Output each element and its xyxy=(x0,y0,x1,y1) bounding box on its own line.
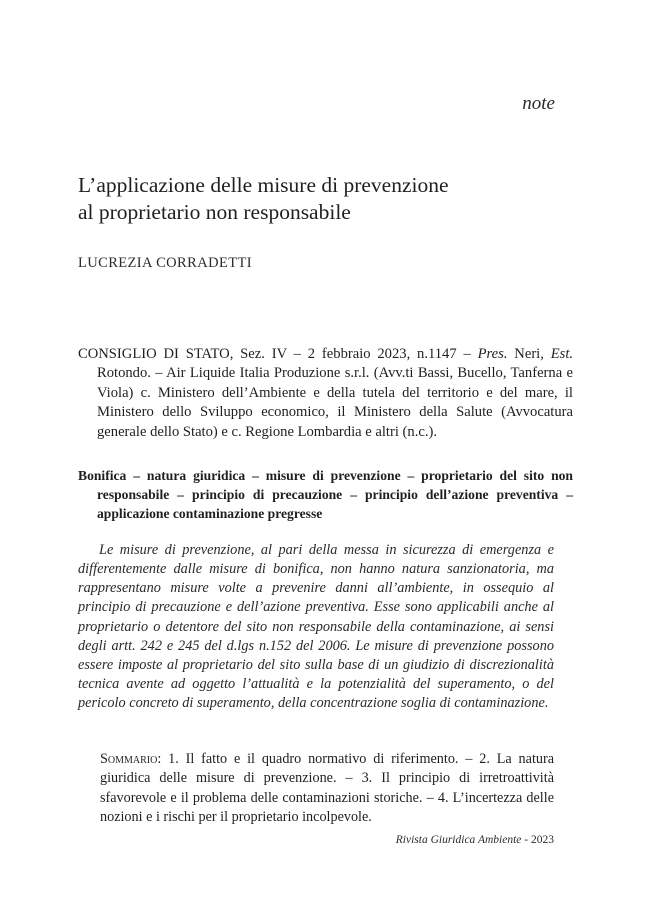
court-name: CONSIGLIO DI STATO xyxy=(78,346,230,362)
pres-name: Neri, xyxy=(507,346,551,362)
footer-separator: - xyxy=(521,834,531,846)
summary xyxy=(100,750,554,828)
title-line-2: al proprietario non responsabile xyxy=(78,200,351,224)
est-label: Est. xyxy=(550,346,574,362)
journal-name: Rivista Giuridica Ambiente xyxy=(395,834,522,846)
case-parties: Rotondo. – Air Liquide Italia Produzione s.r.l. (Avv.ti Bassi, Bucello, Tanferna e Viola) c. Ministero dell’Ambiente e della tutela del territorio e del mare, il Ministero dello Sviluppo economico, il Ministero della Salute (Avvocatura generale dello Stato) e c. Regione Lombardia e altri (n.c.). xyxy=(97,365,573,440)
section-label: note xyxy=(522,93,555,114)
page-footer xyxy=(396,834,554,846)
case-citation xyxy=(78,345,573,442)
massima: Le misure di prevenzione, al pari della messa in sicurezza di emergenza e differentemente dalle misure di bonifica, non hanno natura sanzionatoria, ma rappresentano misure volte a prevenire danni all’ambiente, in ossequio al principio di precauzione e dell’azione preventiva. Esse sono applicabili anche al proprietario o detentore del sito non responsabile della contaminazione, ai sensi degli artt. 242 e 245 del d.lgs n.152 del 2006. Le misure di prevenzione possono essere imposte al proprietario del sito sulla base di un giudizio di discrezionalità tecnica avente ad oggetto l’attualità e la potenzialità del superamento, o del pericolo concreto di superamento, della concentrazione soglia di contaminazione. xyxy=(78,542,554,712)
case-reference: , Sez. IV – 2 febbraio 2023, n.1147 – xyxy=(229,346,478,362)
summary-label: Sommario xyxy=(100,751,158,767)
journal-year: 2023 xyxy=(531,834,554,846)
pres-label: Pres. xyxy=(477,346,508,362)
author-name: LUCREZIA CORRADETTI xyxy=(78,255,252,271)
article-title xyxy=(78,172,548,226)
summary-text: : 1. Il fatto e il quadro normativo di riferimento. – 2. La natura giuridica delle misure di prevenzione. – 3. Il principio di irretroattività sfavorevole e il problema delle contaminazioni storiche. – 4. L’incertezza delle nozioni e i rischi per il proprietario incolpevole. xyxy=(100,751,554,826)
keywords: Bonifica – natura giuridica – misure di prevenzione – proprietario del sito non responsabile – principio di precauzione – principio dell’azione preventiva – applicazione contaminazione pregresse xyxy=(78,468,573,521)
title-line-1: L’applicazione delle misure di prevenzione xyxy=(78,173,449,197)
